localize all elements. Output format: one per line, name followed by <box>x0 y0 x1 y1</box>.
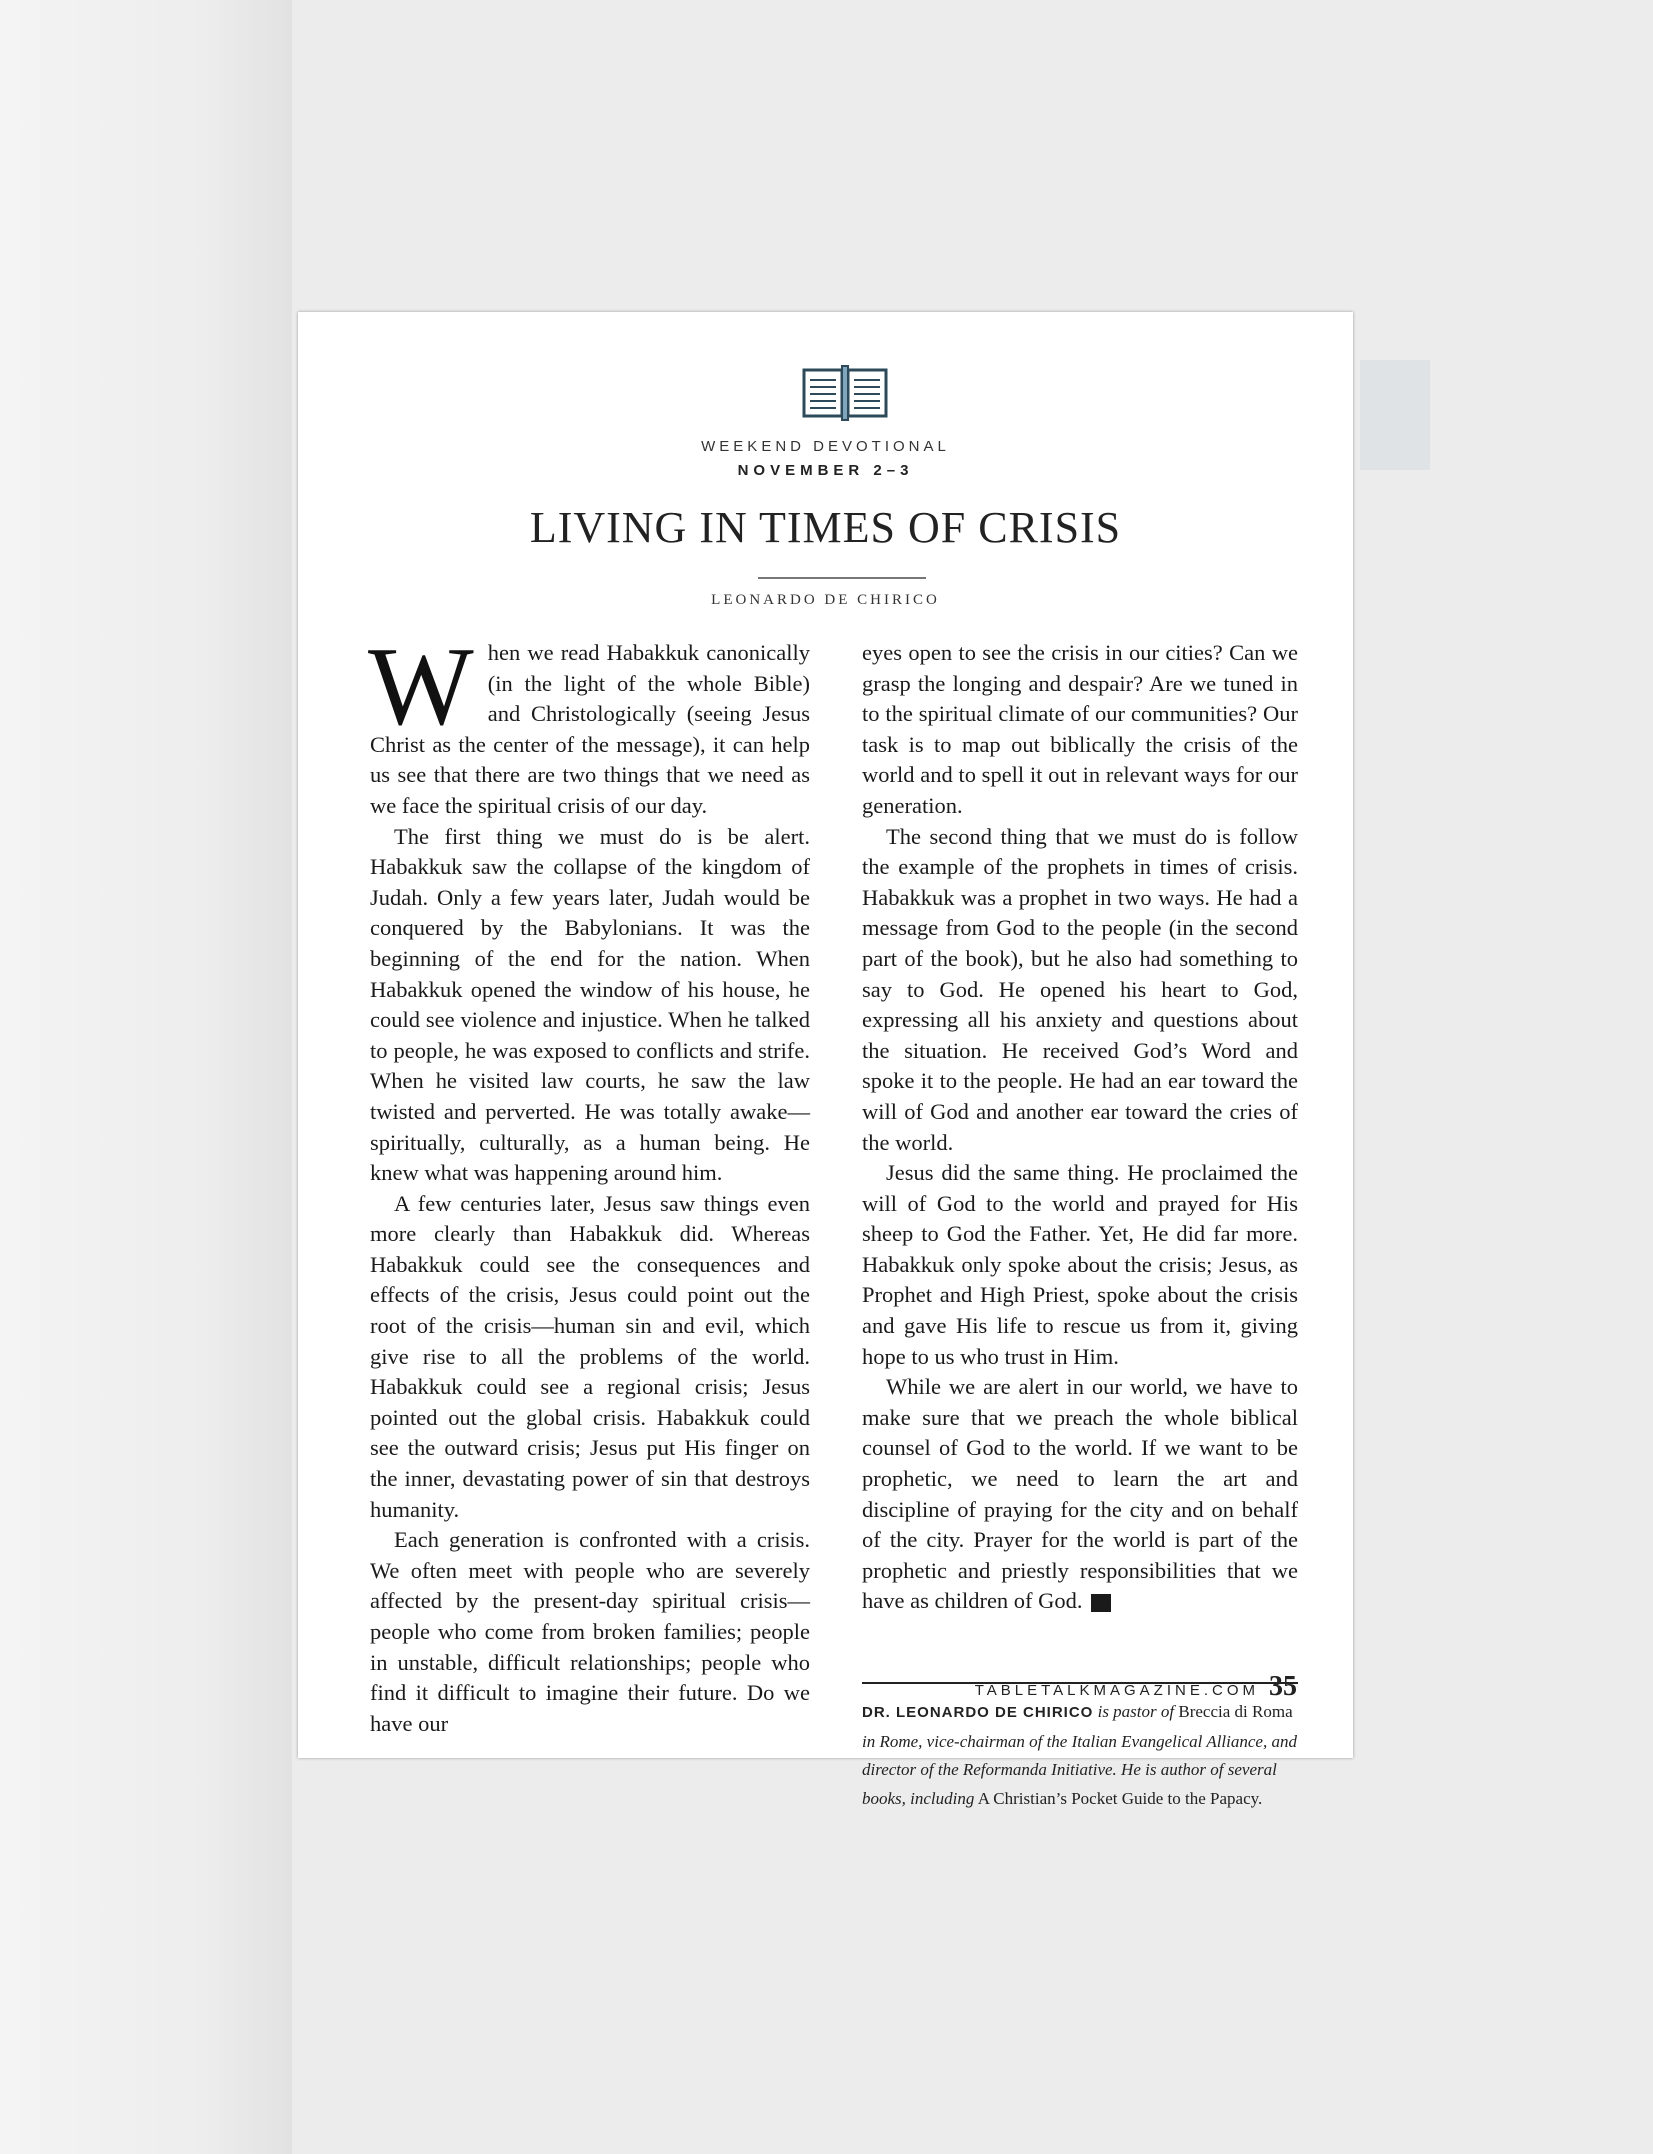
article-title: LIVING IN TIMES OF CRISIS <box>529 503 1122 552</box>
body-column-left <box>368 625 810 1739</box>
bio-text: is pastor of <box>1097 1702 1175 1721</box>
body-paragraph: eyes open to see the crisis in our cities? Can we grasp the longing and despair? Are we tuned in to the spiritual climate of our communities? Our task is to map out biblically the crisis of the world and to spell it out in relevant ways for our generation. <box>862 640 1298 818</box>
page-number: 35 <box>1269 1671 1297 1702</box>
body-column-right <box>862 638 1298 1617</box>
open-book-icon <box>800 362 890 424</box>
adjacent-page-ghost <box>1360 360 1430 470</box>
page-footer <box>975 1671 1297 1703</box>
body-paragraph: Each generation is confronted with a crisis. We often meet with people who are severely affected by the present-day spiritual crisis—people who come from broken families; people in unstable, difficult relationships; people who find it difficult to imagine their future. Do we have our <box>370 1527 810 1736</box>
body-paragraph <box>862 1372 1298 1617</box>
article-byline: LEONARDO DE CHIRICO <box>711 592 940 608</box>
drop-cap: W <box>368 625 474 749</box>
body-paragraph: The second thing that we must do is follow the example of the prophets in times of crisis. Habakkuk was a prophet in two ways. He had a message from God to the people (in the second part of the book), but he also had something to say to God. He opened his heart to God, expressing all his anxiety and questions about the situation. He received God’s Word and spoke it to the people. He had an ear toward the will of God and another ear toward the cries of the world. <box>862 823 1298 1155</box>
bio-text: in Rome, vice-chairman of the Italian Evangelical Alliance, and director of the Reformanda Initiative. He is author of several books, including <box>862 1731 1297 1808</box>
bio-book-title: A Christian’s Pocket Guide to the Papacy. <box>977 1788 1263 1808</box>
paragraph-text: While we are alert in our world, we have to make sure that we preach the whole biblical counsel of God to the world. If we want to be prophetic, we need to learn the art and discipline of praying for the city and on behalf of the city. Prayer for the world is part of the prophetic and priestly responsibilities that we have as children of God. <box>862 1374 1298 1614</box>
bio-church: Breccia di Roma <box>1178 1702 1293 1721</box>
bio-author-name: DR. LEONARDO DE CHIRICO <box>862 1704 1094 1721</box>
issue-date: NOVEMBER 2–3 <box>737 462 914 479</box>
paragraph-text: hen we read Habakkuk canonically (in the light of the whole Bible) and Christologically (seeing Jesus Christ as the center of the message), it can help us see that there are two things that we need as we face the spiritual crisis of our day. <box>370 640 810 818</box>
magazine-page <box>298 312 1353 1808</box>
author-bio <box>862 1698 1298 1813</box>
footer-site: TABLETALKMAGAZINE.COM <box>974 1682 1259 1699</box>
body-paragraph: A few centuries later, Jesus saw things even more clearly than Habakkuk did. Whereas Habakkuk could see the consequences and effects of the crisis, Jesus could point out the root of the crisis—human sin and evil, which give rise to all the problems of the world. Habakkuk could see a regional crisis; Jesus pointed out the global crisis. Habakkuk could see the outward crisis; Jesus put His finger on the inner, devastating power of sin that destroys humanity. <box>370 1190 810 1522</box>
body-paragraph: The first thing we must do is be alert. Habakkuk saw the collapse of the kingdom of Judah. Only a few years later, Judah would be conquered by the Babylonians. It was the beginning of the end for the nation. When Habakkuk opened the window of his house, he could see violence and injustice. When he talked to people, he was exposed to conflicts and strife. When he visited law courts, he saw the law twisted and perverted. He was totally awake—spiritually, culturally, as a human being. He knew what was happening around him. <box>370 823 810 1186</box>
section-kicker: WEEKEND DEVOTIONAL <box>701 438 950 455</box>
end-mark-icon: T <box>1091 1594 1111 1612</box>
body-paragraph: Jesus did the same thing. He proclaimed the will of God to the world and prayed for His sheep to God the Father. Yet, He did far more. Habakkuk only spoke about the crisis; Jesus, as Prophet and High Priest, spoke about the crisis and gave His life to rescue us from it, giving hope to us who trust in Him. <box>862 1160 1298 1369</box>
scanner-background-left <box>0 0 292 2154</box>
body-paragraph <box>368 625 810 822</box>
title-divider <box>758 577 926 579</box>
